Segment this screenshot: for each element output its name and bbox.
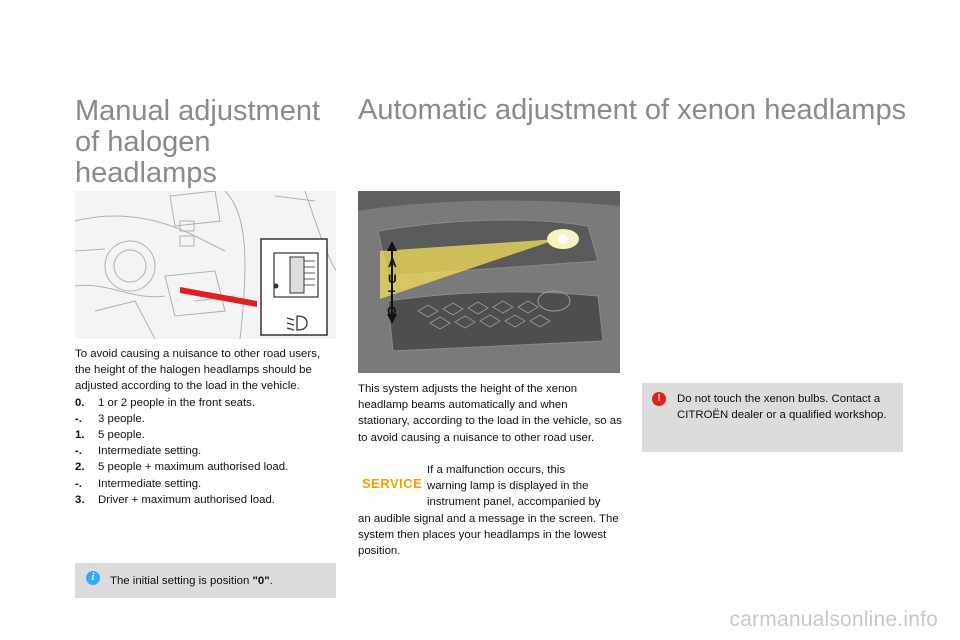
warning-icon: ! xyxy=(652,392,666,406)
halogen-intro: To avoid causing a nuisance to other road users, the height of the halogen headlamps should be adjusted according to the load in the vehicle. xyxy=(75,348,321,393)
auto-label-u: U xyxy=(388,272,397,286)
position-description: 3 people. xyxy=(98,412,145,425)
position-key: -. xyxy=(75,477,82,490)
halogen-instructions xyxy=(75,346,337,508)
malfunction-line-1: If a malfunction occurs, this xyxy=(427,464,566,476)
auto-label-o: O xyxy=(387,304,397,318)
position-list xyxy=(75,395,337,508)
position-row xyxy=(75,427,337,443)
thumbwheel xyxy=(290,257,304,293)
position-row xyxy=(75,459,337,475)
initial-setting-note xyxy=(75,563,336,598)
position-row xyxy=(75,476,337,492)
car-front-drawing xyxy=(358,191,620,373)
malfunction-line-2: warning lamp is displayed in the xyxy=(427,480,589,493)
position-description: 5 people + maximum authorised load. xyxy=(98,461,289,474)
pointer-arrow xyxy=(180,287,257,307)
halogen-adjuster-illustration xyxy=(75,191,336,339)
service-warning-lamp: SERVICE xyxy=(362,476,423,491)
auto-label-a: A xyxy=(388,256,397,270)
xenon-warning-text: Do not touch the xenon bulbs. Contact a CITROËN dealer or a qualified workshop. xyxy=(677,393,887,421)
auto-label-t: T xyxy=(388,288,396,302)
position-description: Driver + maximum authorised load. xyxy=(98,493,275,506)
dashboard-drawing xyxy=(75,191,336,339)
malfunction-line-rest: an audible signal and a message in the screen. The system then places your headlamps in the lowest position. xyxy=(358,512,619,558)
position-row xyxy=(75,411,337,427)
position-row xyxy=(75,492,337,508)
xenon-intro: This system adjusts the height of the xenon headlamp beams automatically and when stationary, according to the load in the vehicle, so as to avoid causing a nuisance to other road user. xyxy=(358,383,622,444)
position-key: 3. xyxy=(75,493,85,506)
position-key: 0. xyxy=(75,396,85,409)
initial-setting-value: "0" xyxy=(252,575,270,587)
position-description: 5 people. xyxy=(98,429,145,442)
right-section-title: Automatic adjustment of xenon headlamps xyxy=(358,94,907,126)
position-description: Intermediate setting. xyxy=(98,445,202,458)
position-description: 1 or 2 people in the front seats. xyxy=(98,396,256,409)
position-row xyxy=(75,443,337,459)
position-key: -. xyxy=(75,412,82,425)
initial-setting-text: The initial setting is position "0". xyxy=(110,575,273,587)
malfunction-text xyxy=(358,462,622,559)
position-description: Intermediate setting. xyxy=(98,477,202,490)
malfunction-line-3: instrument panel, accompanied by xyxy=(427,496,601,509)
position-key: 2. xyxy=(75,461,85,474)
position-row xyxy=(75,395,337,411)
position-key: -. xyxy=(75,445,82,458)
position-key: 1. xyxy=(75,429,85,442)
info-icon: i xyxy=(86,571,100,585)
watermark: carmanualsonline.info xyxy=(729,608,938,631)
xenon-warning-note xyxy=(642,383,903,452)
xenon-headlamp-illustration xyxy=(358,191,620,373)
left-section-title: Manual adjustment of halogen headlamps xyxy=(75,95,321,189)
